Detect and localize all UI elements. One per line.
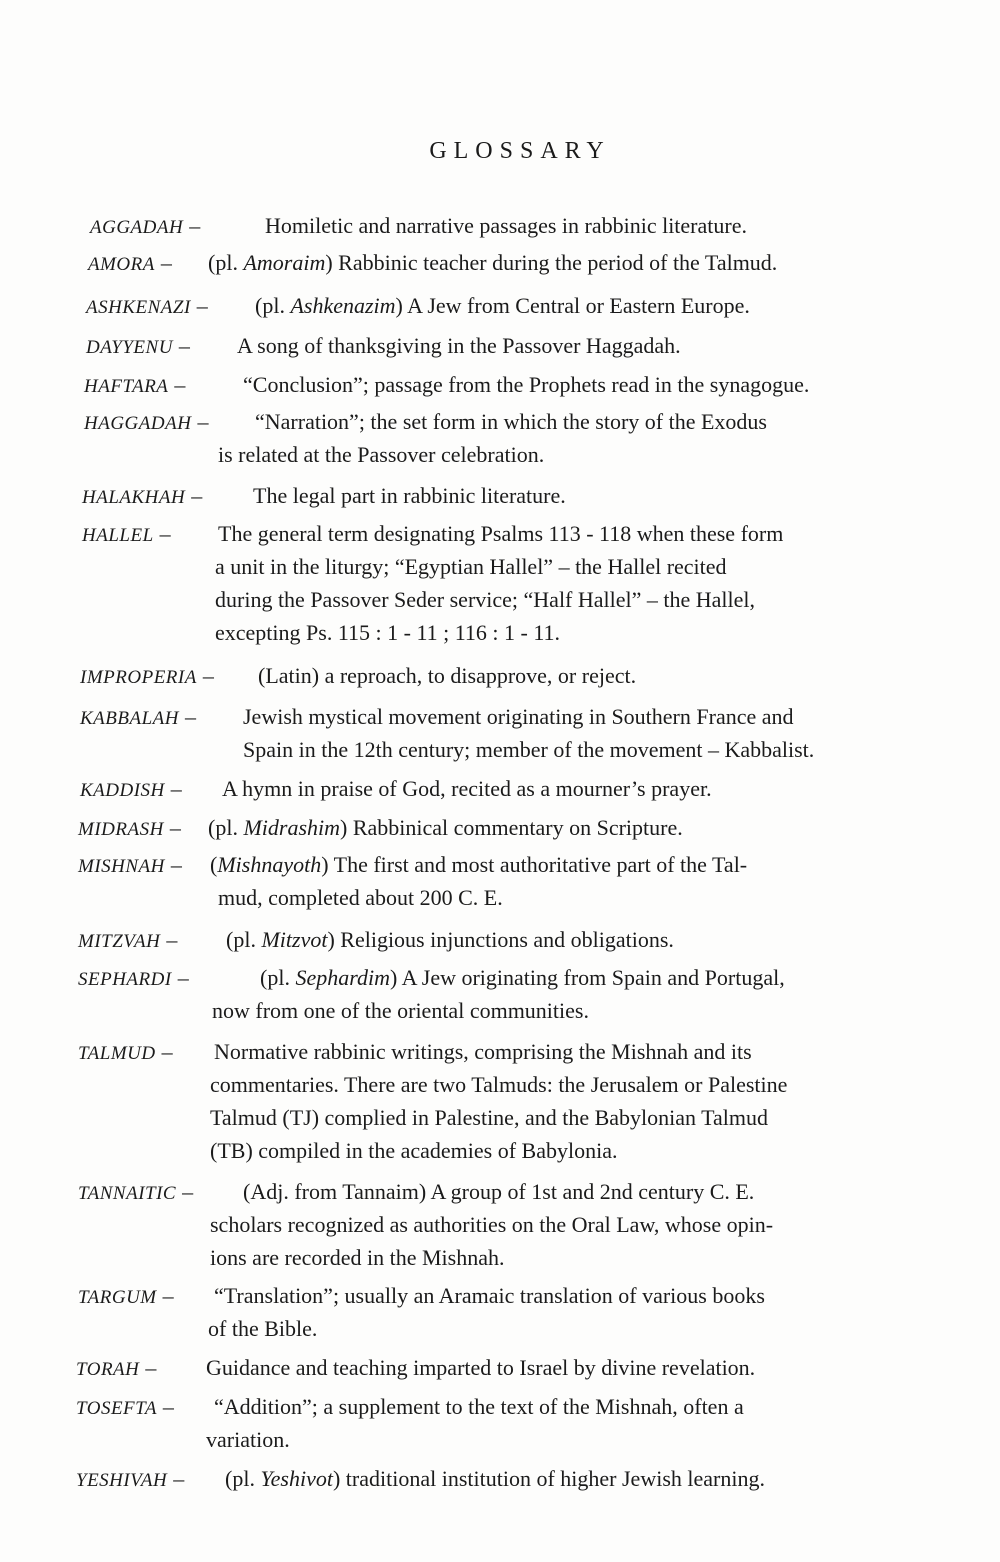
definition-line: commentaries. There are two Talmuds: the Jerusalem or Palestine xyxy=(210,1072,788,1097)
term-dash: – xyxy=(177,965,189,990)
term-dash: – xyxy=(174,372,186,397)
definition-line xyxy=(226,924,674,956)
plural-form: Amoraim xyxy=(243,250,326,275)
term-dash: – xyxy=(191,483,203,508)
definition-text: Guidance and teaching imparted to Israel by divine revelation. xyxy=(206,1355,756,1380)
definition-line: ions are recorded in the Mishnah. xyxy=(210,1245,505,1270)
definition-text: The legal part in rabbinic literature. xyxy=(253,483,566,508)
definition-line xyxy=(208,812,683,844)
term-dash: – xyxy=(173,1466,185,1491)
plural-prefix: (pl. xyxy=(260,965,296,990)
term-dash: – xyxy=(170,776,182,801)
term-dash: – xyxy=(185,704,196,729)
plural-prefix: (pl. xyxy=(208,815,244,840)
definition-line xyxy=(253,480,566,512)
glossary-term: HAFTARA xyxy=(84,376,169,397)
definition-line: a unit in the liturgy; “Egyptian Hallel” – the Hallel recited xyxy=(215,554,727,579)
glossary-term: KADDISH xyxy=(80,780,165,801)
definition-text: ) The first and most authoritative part of the Tal- xyxy=(321,852,748,877)
glossary-term: TORAH xyxy=(76,1359,140,1380)
definition-text: A song of thanksgiving in the Passover Haggadah. xyxy=(237,333,681,358)
definition-line xyxy=(214,1280,765,1312)
definition-text: “Addition”; a supplement to the text of the Mishnah, often a xyxy=(214,1394,744,1419)
term-dash: – xyxy=(170,852,182,877)
definition-text: ) Religious injunctions and obligations. xyxy=(327,927,674,952)
definition-line xyxy=(208,247,777,279)
definition-line xyxy=(214,1036,752,1068)
term-dash: – xyxy=(160,250,172,275)
definition-text: (Adj. from Tannaim) A group of 1st and 2nd century C. E. xyxy=(243,1179,755,1204)
term-dash: – xyxy=(197,409,209,434)
definition-line xyxy=(258,660,636,692)
definition-text: ) Rabbinic teacher during the period of the Talmud. xyxy=(325,250,778,275)
glossary-term: AGGADAH xyxy=(90,217,184,238)
glossary-term: HALAKHAH xyxy=(82,487,186,508)
glossary-term: AMORA xyxy=(88,254,155,275)
definition-line xyxy=(255,290,750,322)
definition-text: Normative rabbinic writings, comprising the Mishnah and its xyxy=(214,1039,752,1064)
glossary-term: TANNAITIC xyxy=(78,1183,177,1204)
definition-text: “Narration”; the set form in which the story of the Exodus xyxy=(255,409,767,434)
term-dash: – xyxy=(162,1283,174,1308)
term-dash: – xyxy=(145,1355,157,1380)
glossary-term: TOSEFTA xyxy=(76,1398,157,1419)
plural-prefix: (pl. xyxy=(208,250,244,275)
plural-form: Mitzvot xyxy=(261,927,328,952)
definition-line: of the Bible. xyxy=(208,1316,318,1341)
term-dash: – xyxy=(196,293,208,318)
plural-prefix: (pl. xyxy=(226,927,262,952)
glossary-term: ASHKENAZI xyxy=(86,297,191,318)
definition-text: A hymn in praise of God, recited as a mourner’s prayer. xyxy=(222,776,712,801)
plural-prefix: (pl. xyxy=(225,1466,261,1491)
glossary-term: SEPHARDI xyxy=(78,969,172,990)
glossary-term: MIDRASH xyxy=(78,819,164,840)
term-dash: – xyxy=(162,1394,174,1419)
definition-line xyxy=(260,962,785,994)
plural-prefix: (pl. xyxy=(255,293,291,318)
plural-form: Sephardim xyxy=(295,965,390,990)
term-dash: – xyxy=(169,815,181,840)
definition-text: “Conclusion”; passage from the Prophets read in the synagogue. xyxy=(243,372,810,397)
definition-line xyxy=(237,330,681,362)
term-dash: – xyxy=(182,1179,194,1204)
definition-line xyxy=(243,1176,754,1208)
definition-text: ) A Jew originating from Spain and Portugal, xyxy=(389,965,785,990)
definition-text: ) traditional institution of higher Jewish learning. xyxy=(332,1466,765,1491)
definition-line: excepting Ps. 115 : 1 - 11 ; 116 : 1 - 11. xyxy=(215,620,561,645)
glossary-term: HAGGADAH xyxy=(84,413,192,434)
glossary-term: IMPROPERIA xyxy=(80,667,197,688)
definition-text: ) A Jew from Central or Eastern Europe. xyxy=(395,293,750,318)
glossary-term: MITZVAH xyxy=(78,931,161,952)
definition-text: Jewish mystical movement originating in Southern France and xyxy=(243,704,794,729)
definition-line xyxy=(214,1391,744,1423)
glossary-term: MISHNAH xyxy=(78,856,165,877)
definition-line: is related at the Passover celebration. xyxy=(218,442,545,467)
glossary-term: TALMUD xyxy=(78,1043,156,1064)
term-dash: – xyxy=(178,333,190,358)
glossary-term: HALLEL xyxy=(82,525,154,546)
definition-line: (TB) compiled in the academies of Babylonia. xyxy=(210,1138,618,1163)
term-dash: – xyxy=(161,1039,173,1064)
definition-line xyxy=(243,701,794,733)
definition-text: (Latin) a reproach, to disapprove, or reject. xyxy=(258,663,637,688)
definition-line: during the Passover Seder service; “Half Hallel” – the Hallel, xyxy=(215,587,756,612)
definition-line: mud, completed about 200 C. E. xyxy=(218,885,503,910)
definition-line: Talmud (TJ) complied in Palestine, and the Babylonian Talmud xyxy=(210,1105,769,1130)
definition-line xyxy=(243,369,809,401)
plural-form: Midrashim xyxy=(243,815,341,840)
plural-form: Mishnayoth xyxy=(217,852,322,877)
glossary-term: DAYYENU xyxy=(86,337,173,358)
page-title: GLOSSARY xyxy=(429,138,611,164)
definition-line: now from one of the oriental communities. xyxy=(212,998,589,1023)
term-dash: – xyxy=(202,663,214,688)
definition-text: Homiletic and narrative passages in rabbinic literature. xyxy=(265,213,747,238)
definition-line: scholars recognized as authorities on the Oral Law, whose opin- xyxy=(210,1212,774,1237)
definition-line xyxy=(255,406,767,438)
plural-prefix: ( xyxy=(210,852,218,877)
glossary-term: TARGUM xyxy=(78,1287,157,1308)
plural-form: Ashkenazim xyxy=(290,293,396,318)
definition-text: ) Rabbinical commentary on Scripture. xyxy=(340,815,683,840)
definition-line xyxy=(222,773,712,805)
term-dash: – xyxy=(189,213,201,238)
term-dash: – xyxy=(159,521,171,546)
definition-line: Spain in the 12th century; member of the movement – Kabbalist. xyxy=(243,737,815,762)
term-dash: – xyxy=(166,927,178,952)
definition-text: The general term designating Psalms 113 - 118 when these form xyxy=(218,521,784,546)
definition-text: “Translation”; usually an Aramaic translation of various books xyxy=(214,1283,765,1308)
definition-line: variation. xyxy=(206,1427,290,1452)
definition-line xyxy=(225,1463,765,1495)
glossary-term: KABBALAH xyxy=(80,708,179,729)
definition-line xyxy=(206,1352,755,1384)
definition-line xyxy=(210,849,747,881)
definition-line xyxy=(218,518,783,550)
plural-form: Yeshivot xyxy=(260,1466,333,1491)
glossary-term: YESHIVAH xyxy=(76,1470,168,1491)
definition-line xyxy=(265,210,747,242)
